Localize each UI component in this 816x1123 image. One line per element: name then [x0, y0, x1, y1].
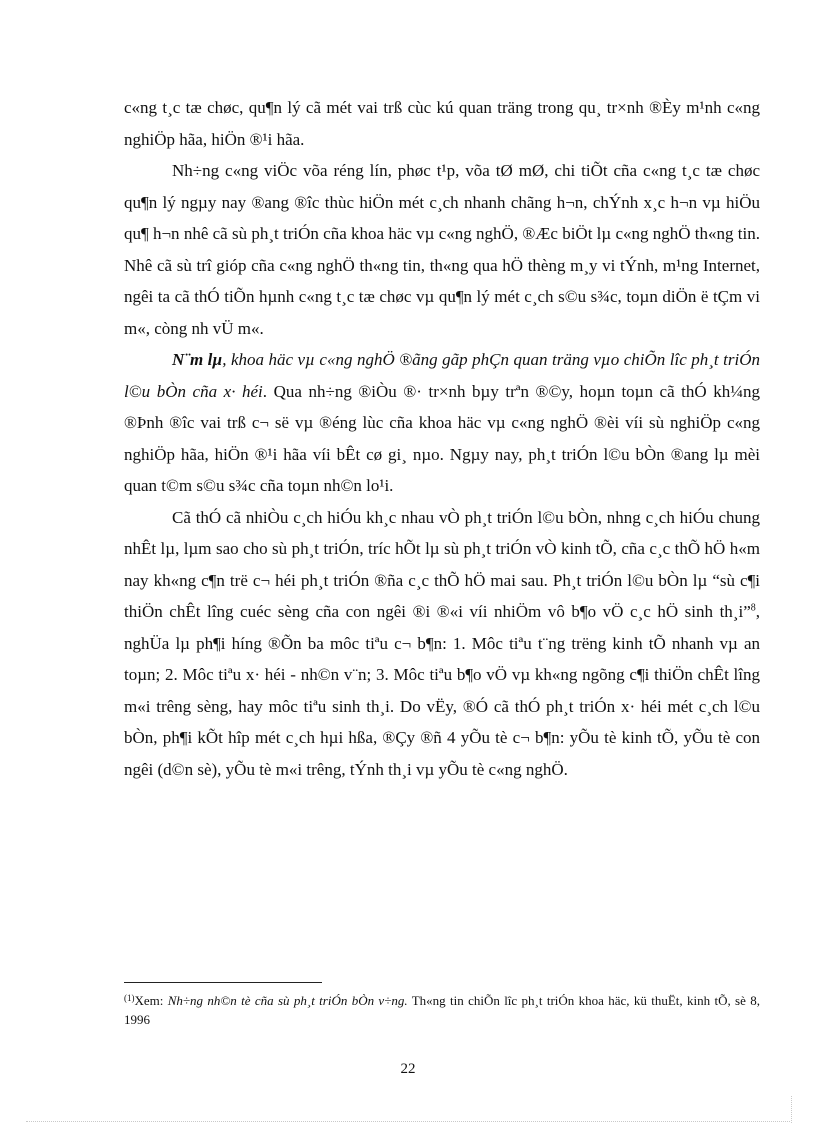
- paragraph-3: [124, 344, 760, 502]
- page-border-right: [791, 1096, 792, 1123]
- paragraph-3-italic: , khoa häc vµ c«ng nghÖ ®ãng gãp phÇn quan träng vµo chiÕn lîc ph¸t triÓn l©u bÒn cña x· héi: [124, 350, 760, 401]
- footnote-reference: 8: [750, 602, 756, 614]
- footnote-separator: [124, 982, 322, 983]
- paragraph-2: [124, 155, 760, 344]
- page-number: 22: [400, 1061, 416, 1077]
- paragraph-4: [124, 502, 760, 786]
- footnote: [124, 989, 760, 1029]
- footnote-lead: Xem:: [134, 993, 168, 1008]
- paragraph-1: [124, 92, 760, 155]
- footnote-source: Th«ng tin chiÕn lîc ph¸t triÓn khoa häc, kü thuËt, kinh tÕ, sè 8, 1996: [124, 993, 760, 1027]
- paragraph-2-text: Nh÷ng c«ng viÖc võa réng lín, phøc t¹p, võa tØ mØ, chi tiÕt cña c«ng t¸c tæ chøc qu¶n lý ngµy nay ®ang ®îc thùc hiÖn mét c¸ch nhanh chãng h¬n, chÝnh x¸c h¬n vµ hiÖu qu¶ h¬n nhê cã sù ph¸t triÓn cña khoa häc vµ c«ng nghÖ, ®Æc biÖt lµ c«ng nghÖ th«ng tin. Nhê cã sù trî gióp cña c«ng nghÖ th«ng tin, th«ng qua hÖ thèng m¸y vi tÝnh, m¹ng Internet, ngêi ta cã thÓ tiÕn hµnh c«ng t¸c tæ chøc vµ qu¶n lý mét c¸ch s©u s¾c, toµn diÖn ë tÇm vi m«, còng nh vÜ m«.: [124, 161, 760, 338]
- paragraph-1-text: c«ng t¸c tæ chøc, qu¶n lý cã mét vai trß cùc kú quan träng trong qu¸ tr×nh ®Èy m¹nh c«ng nghiÖp hãa, hiÖn ®¹i hãa.: [124, 98, 760, 149]
- paragraph-3-text: . Qua nh÷ng ®iÒu ®· tr×nh bµy trªn ®©y, hoµn toµn cã thÓ kh¼ng ®Þnh ®îc vai trß c¬ së vµ ®éng lùc cña khoa häc vµ c«ng nghÖ ®èi víi sù nghiÖp c«ng nghiÖp hãa, hiÖn ®¹i hãa víi bÊt cø gi¸ nµo. Ngµy nay, ph¸t triÓn l©u bÒn ®ang lµ mèi quan t©m s©u s¾c cña toµn nh©n lo¹i.: [124, 381, 761, 495]
- page-border-bottom: [26, 1121, 790, 1122]
- paragraph-3-lead: N¨m lµ: [172, 350, 223, 369]
- body-text: [124, 92, 760, 785]
- footnote-title: Nh÷ng nh©n tè cña sù ph¸t triÓn bÒn v÷ng.: [167, 993, 408, 1008]
- paragraph-4-text-a: Cã thÓ cã nhiÒu c¸ch hiÓu kh¸c nhau vÒ ph¸t triÓn l©u bÒn, nhng c¸ch hiÓu chung nhÊt lµ, lµm sao cho sù ph¸t triÓn, tríc hÕt lµ sù ph¸t triÓn vÒ kinh tÕ, cña c¸c thÕ hÖ h«m nay kh«ng c¶n trë c¬ héi ph¸t triÓn ®ña c¸c thÕ hÖ mai sau. Ph¸t triÓn l©u bÒn lµ “sù c¶i thiÖn chÊt lîng cuéc sèng cña con ngêi ®i ®«i víi nhiÖm vô b¶o vÖ c¸c hÖ sinh th¸i”: [124, 507, 760, 621]
- footnote-marker: (1): [124, 993, 135, 1003]
- paragraph-4-text-b: , nghÜa lµ ph¶i híng ®Õn ba môc tiªu c¬ b¶n: 1. Môc tiªu t¨ng trëng kinh tÕ nhanh vµ an toµn; 2. Môc tiªu x· héi - nh©n v¨n; 3. Môc tiªu b¶o vÖ vµ kh«ng ngõng c¶i thiÖn chÊt lîng m«i trêng sèng, hay môc tiªu sinh th¸i. Do vËy, ®Ó cã thÓ ph¸t triÓn x· héi mét c¸ch l©u bÒn, ph¶i kÕt hîp mét c¸ch hµi hßa, ®Çy ®ñ 4 yÕu tè c¬ b¶n: yÕu tè kinh tÕ, yÕu tè con ngêi (d©n sè), yÕu tè m«i trêng, tÝnh th¸i vµ yÕu tè c«ng nghÖ.: [124, 602, 760, 779]
